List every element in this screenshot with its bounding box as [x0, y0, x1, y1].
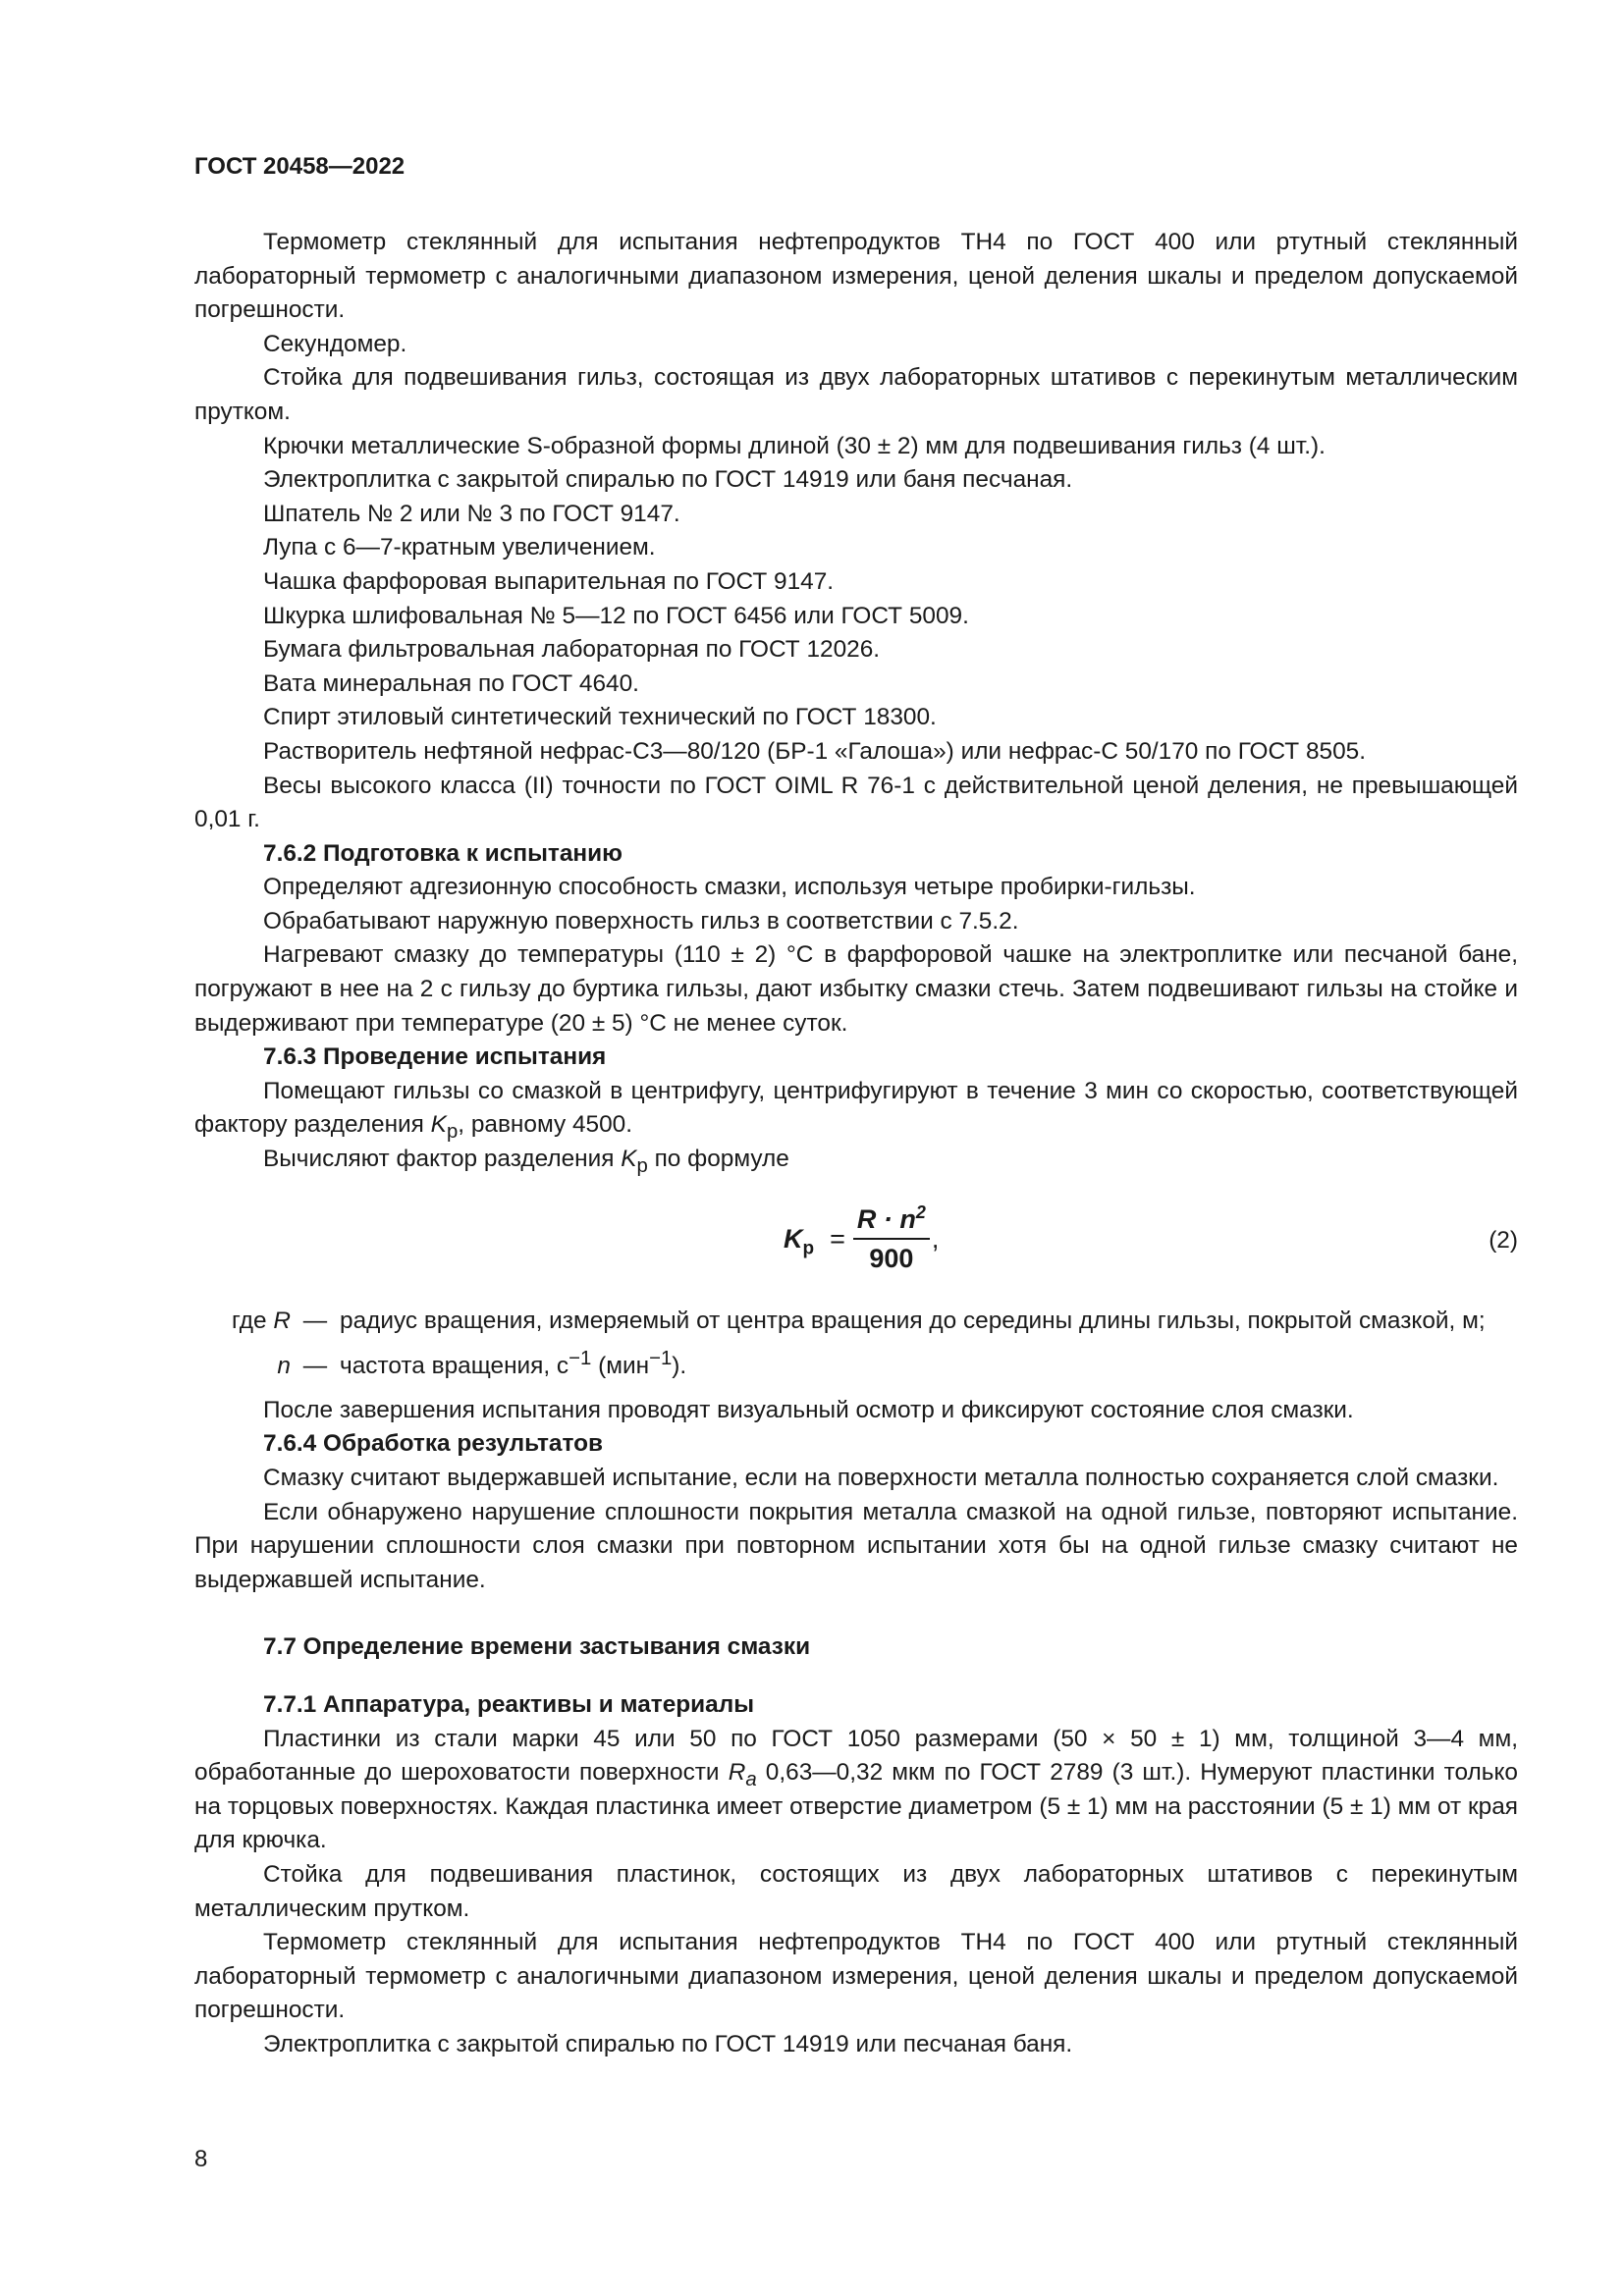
text-run: частота вращения, с: [340, 1353, 569, 1380]
text-run: Пластинки из стали марки 45 или 50 по ГОСТ 1050 размерами (50 × 50 ± 1) мм, толщиной 3—4 мм, обработанные до шероховатости поверхности: [194, 1725, 1518, 1787]
paragraph: [194, 1075, 1518, 1143]
paragraph: Бумага фильтровальная лабораторная по ГОСТ 12026.: [263, 636, 881, 664]
paragraph: Определяют адгезионную способность смазки, используя четыре пробирки-гильзы.: [263, 874, 1196, 901]
symbol-k: K: [621, 1146, 637, 1173]
paragraph: Крючки металлические S-образной формы длиной (30 ± 2) мм для подвешивания гильз (4 шт.).: [263, 432, 1326, 459]
subscript: a: [745, 1769, 757, 1791]
legend-symbol: [183, 1350, 291, 1384]
text-run: ).: [672, 1353, 687, 1380]
paragraph: Стойка для подвешивания гильз, состоящая из двух лабораторных штативов с перекинутым металлическим прутком.: [194, 364, 1518, 425]
formula-denominator: 900: [869, 1244, 914, 1274]
symbol-k: K: [430, 1111, 447, 1139]
legend-dash: —: [302, 1307, 328, 1334]
paragraph: Вата минеральная по ГОСТ 4640.: [263, 669, 639, 697]
legend-dash: —: [302, 1353, 328, 1380]
paragraph: Весы высокого класса (II) точности по ГОСТ OIML R 76-1 с действительной ценой деления, не превышающей 0,01 г.: [194, 772, 1518, 833]
symbol-ra: R: [728, 1759, 746, 1787]
text-run: 0,63—0,32 мкм по ГОСТ 2789 (3 шт.). Нумеруют пластинки только на торцовых поверхностях. Каждая пластинка имеет отверстие диаметром (5 ± 1) мм на расстоянии (5 ± 1) мм от края для крючка.: [194, 1759, 1518, 1854]
paragraph: Электроплитка с закрытой спиралью по ГОСТ 14919 или баня песчаная.: [263, 466, 1073, 494]
formula-numerator: [853, 1202, 930, 1241]
paragraph: Лупа с 6—7-кратным увеличением.: [263, 534, 656, 561]
legend-symbol-r: R: [273, 1307, 291, 1334]
paragraph: Растворитель нефтяной нефрас-С3—80/120 (БР-1 «Галоша») или нефрас-С 50/170 по ГОСТ 8505.: [263, 737, 1367, 765]
formula-numerator-exponent: 2: [915, 1201, 926, 1222]
text-run: , равному 4500.: [458, 1111, 632, 1139]
formula-number: (2): [1489, 1226, 1518, 1254]
paragraph: Чашка фарфоровая выпарительная по ГОСТ 9147.: [263, 567, 835, 595]
legend-row-r: [194, 1305, 1518, 1339]
page-number: 8: [194, 2146, 208, 2172]
formula-lhs-subscript: р: [802, 1238, 815, 1259]
subscript: р: [446, 1121, 459, 1144]
section-heading-7-7: 7.7 Определение времени застывания смазки: [263, 1633, 811, 1661]
document-header: ГОСТ 20458—2022: [194, 153, 406, 180]
formula: [784, 1202, 939, 1276]
paragraph: Шкурка шлифовальная № 5—12 по ГОСТ 6456 или ГОСТ 5009.: [263, 602, 969, 629]
superscript: −1: [568, 1348, 592, 1370]
paragraph: Секундомер.: [263, 330, 407, 357]
legend-row-n: [194, 1350, 1518, 1384]
formula-fraction: [853, 1202, 930, 1276]
paragraph: Стойка для подвешивания пластинок, состоящих из двух лабораторных штативов с перекинутым металлическим прутком.: [194, 1860, 1518, 1922]
formula-block: [194, 1197, 1518, 1291]
formula-numerator-text: R · n: [856, 1203, 916, 1234]
paragraph: Термометр стеклянный для испытания нефтепродуктов ТН4 по ГОСТ 400 или ртутный стеклянный лабораторный термометр с аналогичными диапазоном измерения, ценой деления шкалы и пределом допускаемой погрешности.: [194, 229, 1518, 324]
formula-lhs: [784, 1222, 815, 1259]
legend-description: радиус вращения, измеряемый от центра вращения до середины длины гильзы, покрытой смазкой, м;: [340, 1307, 1486, 1334]
paragraph: Электроплитка с закрытой спиралью по ГОСТ 14919 или песчаная баня.: [263, 2030, 1073, 2057]
text-run: (мин: [591, 1353, 650, 1380]
section-heading-7-7-1: 7.7.1 Аппаратура, реактивы и материалы: [263, 1690, 755, 1718]
paragraph: После завершения испытания проводят визуальный осмотр и фиксируют состояние слоя смазки.: [263, 1396, 1354, 1423]
paragraph: Смазку считают выдержавшей испытание, если на поверхности металла полностью сохраняется слой смазки.: [263, 1465, 1499, 1491]
legend-prefix: где: [231, 1307, 267, 1334]
section-heading-7-6-4: 7.6.4 Обработка результатов: [263, 1430, 603, 1458]
paragraph: Если обнаружено нарушение сплошности покрытия металла смазкой на одной гильзе, повторяют испытание. При нарушении сплошности слоя смазки при повторном испытании хотя бы на одной гильзе смазку считают не выдержавшей испытание.: [194, 1498, 1518, 1593]
paragraph: Термометр стеклянный для испытания нефтепродуктов ТН4 по ГОСТ 400 или ртутный стеклянный лабораторный термометр с аналогичными диапазоном измерения, ценой деления шкалы и пределом допускаемой погрешности.: [194, 1929, 1518, 2024]
superscript: −1: [649, 1348, 673, 1370]
formula-equals: =: [830, 1223, 845, 1254]
text-run: Помещают гильзы со смазкой в центрифугу, центрифугируют в течение 3 мин со скоростью, соответствующей фактору разделения: [194, 1077, 1518, 1139]
paragraph: Спирт этиловый синтетический технический по ГОСТ 18300.: [263, 704, 937, 731]
section-heading-7-6-2: 7.6.2 Подготовка к испытанию: [263, 839, 623, 867]
paragraph: [194, 1723, 1518, 1858]
paragraph: Обрабатывают наружную поверхность гильз в соответствии с 7.5.2.: [263, 907, 1019, 934]
formula-comma: ,: [931, 1223, 940, 1254]
paragraph: Шпатель № 2 или № 3 по ГОСТ 9147.: [263, 500, 680, 527]
section-heading-7-6-3: 7.6.3 Проведение испытания: [263, 1043, 607, 1071]
page-body: [194, 226, 1518, 2062]
legend-description: [340, 1350, 1518, 1384]
paragraph: [194, 1143, 1518, 1177]
text-run: по формуле: [647, 1146, 789, 1173]
text-run: Вычисляют фактор разделения: [263, 1146, 622, 1173]
paragraph: Нагревают смазку до температуры (110 ± 2) °С в фарфоровой чашке на электроплитке или песчаной бане, погружают в нее на 2 с гильзу до буртика гильзы, дают избытку смазки стечь. Затем подвешивают гильзы на стойке и выдерживают при температуре (20 ± 5) °С не менее суток.: [194, 941, 1518, 1037]
legend-symbol: [183, 1305, 291, 1339]
legend-symbol-n: n: [277, 1353, 291, 1380]
subscript: р: [636, 1154, 648, 1177]
formula-legend: [194, 1305, 1518, 1384]
formula-lhs-symbol: K: [784, 1223, 803, 1254]
